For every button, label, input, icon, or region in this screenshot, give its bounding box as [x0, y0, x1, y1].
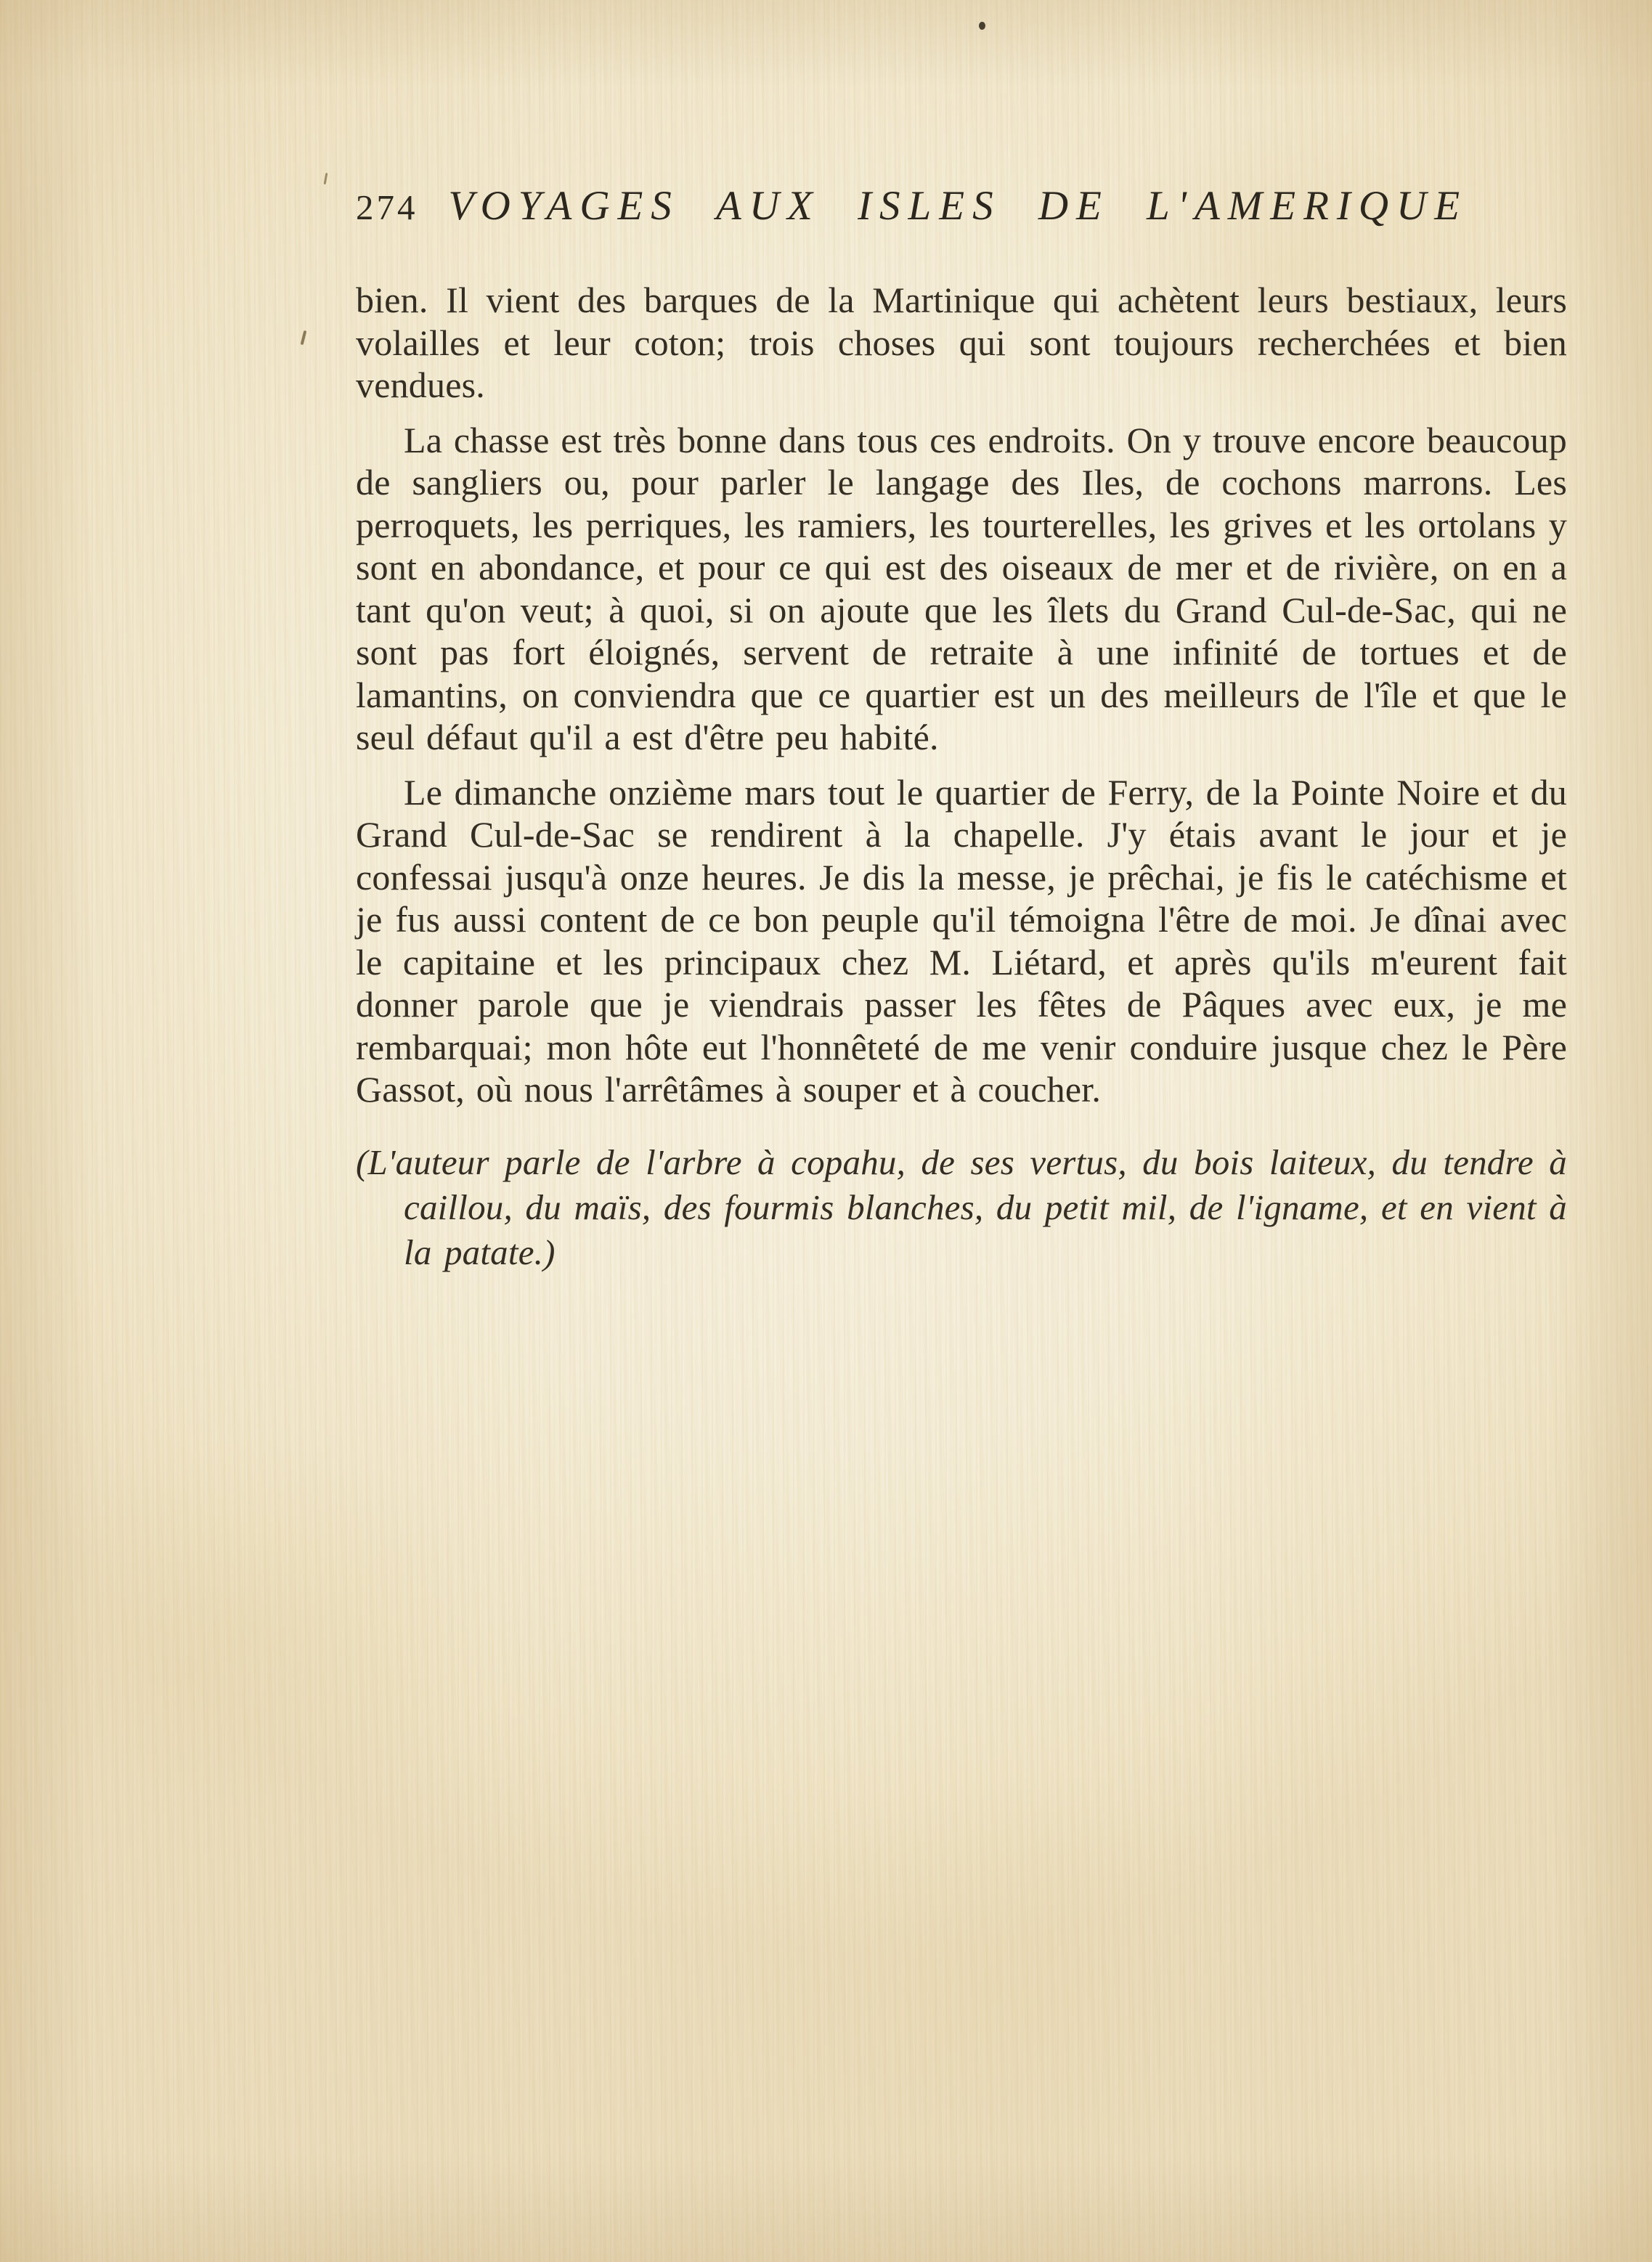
author-summary-note: (L'auteur parle de l'arbre à copahu, de ses vertus, du bois laiteux, du tendre à caillou, du maïs, des fourmis blanches, du petit mil, de l'igname, et en vient à la patate.) — [356, 1142, 1567, 1272]
paragraph-continuation: bien. Il vient des barques de la Martinique qui achètent leurs bestiaux, leurs volailles et leur coton; trois choses qui sont toujours recherchées et bien vendues. — [356, 280, 1567, 405]
paragraph: La chasse est très bonne dans tous ces endroits. On y trouve encore beaucoup de sangliers ou, pour parler le langage des Iles, de cochons marrons. Les perroquets, les perriques, les ramiers, les tourterelles, les grives et les ortolans y sont en abondance, et pour ce qui est des oiseaux de mer et de rivière, on en a tant qu'on veut; à quoi, si on ajoute que les îlets du Grand Cul-de-Sac, qui ne sont pas fort éloignés, servent de retraite à une infinité de tortues et de lamantins, on conviendra que ce quartier est un des meilleurs de l'île et que le seul défaut qu'il a est d'être peu habité. — [356, 419, 1567, 757]
text-column — [356, 180, 1567, 1287]
running-head — [356, 180, 1567, 234]
ink-speck — [979, 22, 985, 30]
running-title: VOYAGES AUX ISLES DE L'AMERIQUE — [448, 183, 1468, 229]
body-text — [356, 279, 1567, 1275]
ink-speck — [324, 173, 328, 184]
ink-speck — [301, 330, 307, 345]
page-number: 274 — [356, 187, 418, 227]
paragraph: Le dimanche onzième mars tout le quartier de Ferry, de la Pointe Noire et du Grand Cul-de-Sac se rendirent à la chapelle. J'y étais avant le jour et je confessai jusqu'à onze heures. Je dis la messe, je prêchai, je fis le catéchisme et je fus aussi content de ce bon peuple qu'il témoigna l'être de moi. Je dînai avec le capitaine et les principaux chez M. Liétard, et après qu'ils m'eurent fait donner parole que je viendrais passer les fêtes de Pâques avec eux, je me rembarquai; mon hôte eut l'honnêteté de me venir conduire jusque chez le Père Gassot, où nous l'arrêtâmes à souper et à coucher. — [356, 771, 1567, 1110]
